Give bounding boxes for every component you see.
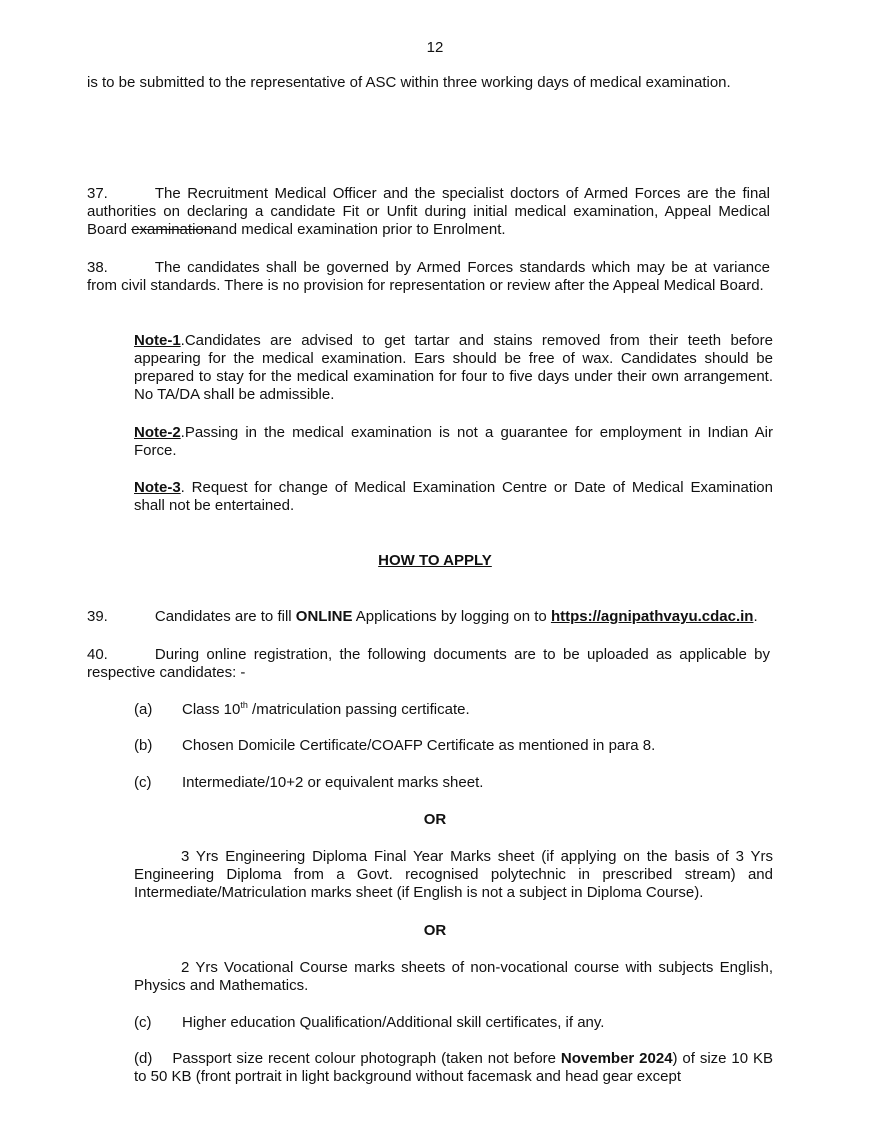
item-text: Chosen Domicile Certificate/COAFP Certificate as mentioned in para 8. bbox=[182, 737, 656, 754]
alternative-diploma bbox=[134, 848, 773, 902]
or-separator: OR bbox=[423, 811, 447, 828]
period: . bbox=[753, 608, 758, 625]
list-item-d bbox=[134, 1050, 773, 1086]
note-2 bbox=[134, 424, 773, 460]
item-label: (d) bbox=[134, 1050, 153, 1067]
note-text: .Candidates are advised to get tartar and stains removed from their teeth before appearing for the medical examination. Ears should be free of wax. Candidates should be prepared to stay for the medical examination for four to five days under their own arrangement. No TA/DA shall be admissible. bbox=[134, 332, 773, 403]
paragraph-text-cont: Applications by logging on to bbox=[352, 608, 551, 625]
page-number: 12 bbox=[426, 39, 444, 56]
item-text-post: /matriculation passing certificate. bbox=[247, 701, 470, 718]
paragraph-number: 37. bbox=[87, 185, 108, 202]
note-text: .Passing in the medical examination is not a guarantee for employment in Indian Air Force. bbox=[134, 424, 773, 459]
paragraph-number: 39. bbox=[87, 608, 108, 625]
note-label: Note-3 bbox=[134, 479, 181, 496]
paragraph-text-cont: and medical examination prior to Enrolment. bbox=[212, 221, 506, 238]
paragraph-37 bbox=[87, 185, 770, 239]
note-1 bbox=[134, 332, 773, 404]
item-text: Passport size recent colour photograph (taken not before bbox=[172, 1050, 561, 1067]
item-text bbox=[182, 701, 470, 719]
website-link[interactable]: https://agnipathvayu.cdac.in bbox=[550, 608, 754, 625]
item-text: Higher education Qualification/Additional skill certificates, if any. bbox=[182, 1014, 605, 1031]
alternative-text: 3 Yrs Engineering Diploma Final Year Marks sheet (if applying on the basis of 3 Yrs Engineering Diploma from a Govt. recognised polytechnic in prescribed stream) and Intermediate/Matriculation marks sheet (if English is not a subject in Diploma Course). bbox=[134, 848, 773, 901]
item-label: (b) bbox=[134, 737, 153, 754]
paragraph-text: Candidates are to fill bbox=[154, 608, 296, 625]
paragraph-text: During online registration, the following documents are to be uploaded as applicable by respective candidates: - bbox=[87, 646, 770, 681]
note-text: . Request for change of Medical Examination Centre or Date of Medical Examination shall not be entertained. bbox=[134, 479, 773, 514]
note-label: Note-1 bbox=[134, 332, 181, 349]
or-separator: OR bbox=[423, 922, 447, 939]
item-text: Intermediate/10+2 or equivalent marks sheet. bbox=[182, 774, 484, 791]
alternative-vocational bbox=[134, 959, 773, 995]
struck-text: examination bbox=[131, 221, 213, 238]
alternative-text: 2 Yrs Vocational Course marks sheets of non-vocational course with subjects English, Physics and Mathematics. bbox=[134, 959, 773, 994]
paragraph-number: 38. bbox=[87, 259, 108, 276]
item-text-cont: ) of size 10 KB to 50 KB (front portrait in light background without facemask and head gear except bbox=[134, 1050, 773, 1085]
item-label: (c) bbox=[134, 774, 152, 791]
paragraph-40 bbox=[87, 646, 770, 682]
paragraph-text: The Recruitment Medical Officer and the specialist doctors of Armed Forces are the final authorities on declaring a candidate Fit or Unfit during initial medical examination, Appeal Medical Board bbox=[87, 185, 770, 238]
paragraph-39 bbox=[87, 608, 770, 626]
date-emphasis: November 2024 bbox=[560, 1050, 673, 1067]
section-heading: HOW TO APPLY bbox=[378, 552, 492, 569]
note-3 bbox=[134, 479, 773, 515]
item-label: (c) bbox=[134, 1014, 152, 1031]
item-label: (a) bbox=[134, 701, 153, 718]
item-text-pre: Class 10 bbox=[182, 701, 241, 718]
online-emphasis: ONLINE bbox=[295, 608, 353, 625]
intro-paragraph: is to be submitted to the representative of ASC within three working days of medical examination. bbox=[87, 74, 731, 91]
paragraph-text: The candidates shall be governed by Armed Forces standards which may be at variance from civil standards. There is no provision for representation or review after the Appeal Medical Board. bbox=[87, 259, 770, 294]
note-label: Note-2 bbox=[134, 424, 181, 441]
paragraph-38 bbox=[87, 259, 770, 295]
superscript: th bbox=[240, 700, 248, 710]
paragraph-number: 40. bbox=[87, 646, 108, 663]
